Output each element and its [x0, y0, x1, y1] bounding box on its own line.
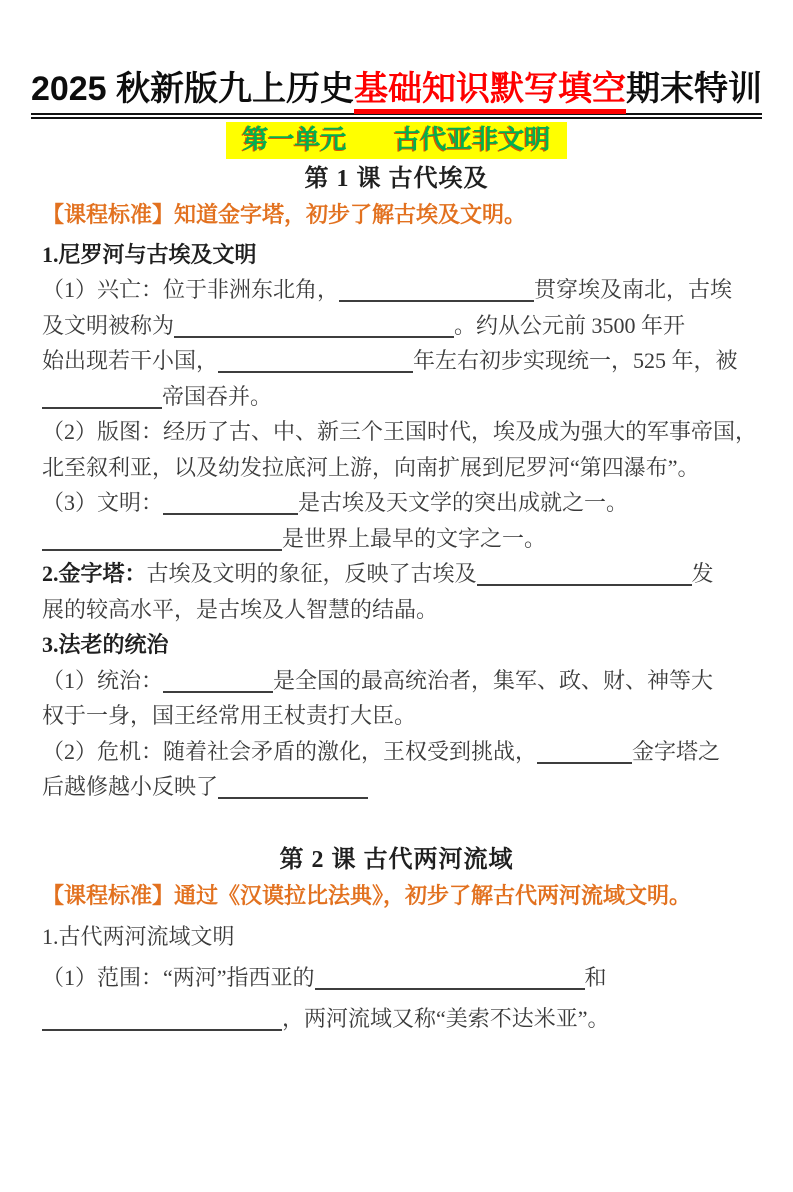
paragraph-line — [42, 485, 751, 521]
fill-blank — [218, 773, 368, 799]
text-segment: 年左右初步实现统一，525 年，被 — [413, 348, 738, 374]
fill-blank — [163, 667, 273, 693]
fill-blank — [315, 964, 585, 990]
fill-blank — [218, 347, 413, 373]
paragraph-line — [42, 521, 751, 557]
unit-title: 古代亚非文明 — [394, 125, 551, 155]
text-segment: 和 — [584, 964, 607, 990]
text-segment: 帝国吞并。 — [162, 383, 273, 409]
title-prefix: 2025 秋新版九上历史 — [30, 70, 355, 108]
lesson2-section — [0, 845, 793, 1039]
lesson1-heading: 第 1 课 古代埃及 — [304, 165, 489, 192]
title-highlight: 基础知识默写填空 — [354, 70, 626, 114]
text-segment: 后越修越小反映了 — [42, 774, 219, 800]
section1-title: 1.尼罗河与古埃及文明 — [42, 241, 257, 267]
paragraph-line: 北至叙利亚，以及幼发拉底河上游，向南扩展到尼罗河“第四瀑布”。 — [42, 454, 700, 480]
paragraph-line — [42, 998, 751, 1039]
worksheet-page — [0, 70, 793, 1192]
fill-blank — [42, 383, 162, 409]
text-segment: 是全国的最高统治者，集军、政、财、神等大 — [273, 667, 714, 693]
text-segment: 贯穿埃及南北，古埃 — [534, 277, 733, 303]
paragraph-line — [42, 308, 751, 344]
section3-title: 3.法老的统治 — [42, 632, 169, 658]
page-title — [30, 70, 763, 119]
lesson2-body — [42, 916, 751, 1039]
lesson2-heading: 第 2 课 古代两河流域 — [279, 846, 514, 873]
text-segment: 及文明被称为 — [42, 312, 175, 338]
lesson2-course-standard: 【课程标准】通过《汉谟拉比法典》，初步了解古代两河流域文明。 — [42, 882, 692, 908]
text-segment: 发 — [691, 561, 714, 587]
title-suffix: 期末特训 — [626, 70, 763, 108]
text-segment: 始出现若干小国， — [42, 348, 219, 374]
text-segment: （1）兴亡：位于非洲东北角， — [42, 277, 340, 303]
fill-blank — [477, 560, 692, 586]
text-segment: ，两河流域又称“美索不达米亚”。 — [282, 1005, 610, 1031]
paragraph-line — [42, 734, 751, 770]
unit-banner-row — [0, 122, 793, 159]
title-underline — [31, 70, 762, 119]
text-segment: 是世界上最早的文字之一。 — [282, 525, 547, 551]
paragraph-line — [42, 663, 751, 699]
text-segment: 古埃及文明的象征，反映了古埃及 — [146, 561, 477, 587]
fill-blank — [339, 276, 534, 302]
fill-blank — [537, 738, 632, 764]
paragraph-line: 权于一身，国王经常用王杖责打大臣。 — [42, 703, 417, 729]
fill-blank — [42, 1005, 282, 1031]
section2-title: 2.金字塔： — [42, 561, 147, 587]
paragraph-line — [42, 957, 751, 998]
unit-label: 第一单元 — [242, 125, 347, 155]
fill-blank — [42, 525, 282, 551]
text-segment: （1）统治： — [42, 667, 164, 693]
text-segment: （3）文明： — [42, 490, 164, 516]
fill-blank — [174, 312, 454, 338]
section1-title: 1.古代两河流域文明 — [42, 923, 235, 949]
text-segment: （2）危机：随着社会矛盾的激化，王权受到挑战， — [42, 738, 538, 764]
text-segment: （1）范围：“两河”指西亚的 — [42, 964, 315, 990]
text-segment: 金字塔之 — [632, 738, 721, 764]
unit-banner — [226, 122, 566, 159]
lesson1-section — [0, 164, 793, 805]
lesson1-body — [42, 237, 758, 805]
paragraph-line: （2）版图：经历了古、中、新三个王国时代，埃及成为强大的军事帝国， — [42, 419, 758, 445]
text-segment: 。约从公元前 3500 年开 — [454, 312, 686, 338]
fill-blank — [163, 489, 298, 515]
paragraph-line: 展的较高水平，是古埃及人智慧的结晶。 — [42, 596, 439, 622]
text-segment: 是古埃及天文学的突出成就之一。 — [298, 490, 629, 516]
lesson1-course-standard: 【课程标准】知道金字塔，初步了解古埃及文明。 — [42, 201, 527, 227]
paragraph-line — [42, 343, 751, 379]
paragraph-line — [42, 272, 751, 308]
paragraph-line — [42, 556, 751, 592]
paragraph-line — [42, 769, 751, 805]
paragraph-line — [42, 379, 751, 415]
